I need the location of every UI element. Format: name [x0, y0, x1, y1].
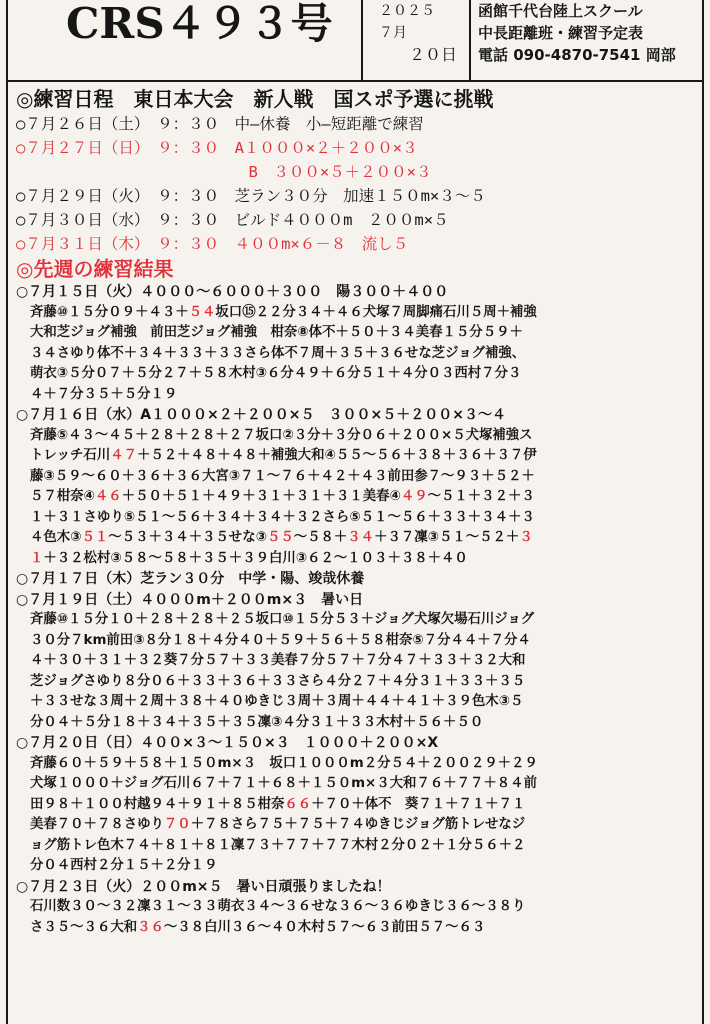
- result-text: ョグ筋トレ色木７４＋８１＋８１凜７３＋７７＋７７木村２分０２＋１分５６＋２: [30, 837, 526, 853]
- result-text: ＋３２松村③５８～５８＋３５＋３９白川③６２～１０３＋３８＋４０: [43, 550, 468, 566]
- organization-info: [478, 0, 706, 80]
- highlighted-time: ３: [519, 530, 533, 545]
- result-line: [16, 815, 694, 836]
- issue-title: CRS４９３号: [18, 0, 363, 80]
- result-text: 犬塚１０００＋ジョグ石川６７＋７１＋６８＋１５０m×３大和７６＋７７＋８４前: [30, 776, 537, 791]
- org-phone: 電話 090-4870-7541 岡部: [478, 46, 676, 64]
- result-text: さ３５～３６大和: [30, 919, 138, 935]
- result-line: [16, 918, 694, 939]
- header: [6, 0, 704, 82]
- org-line-1: 函館千代台陸上スクール: [478, 2, 643, 20]
- result-text: 田９８＋１００村越９４＋９１＋８５柑奈: [30, 796, 285, 812]
- highlighted-time: ５１: [81, 530, 109, 545]
- result-text: 斉藤⑩１５分０９＋４３＋: [30, 304, 189, 320]
- schedule-line: B ３００×５＋２００×３: [16, 163, 432, 181]
- result-text: ＋３３せな３周＋２周＋３８＋４０ゆきじ３周＋３周＋４４＋４１＋３９色木③５: [30, 694, 524, 709]
- result-line: [16, 774, 694, 795]
- content: [6, 82, 704, 1024]
- result-text: ＋５０＋５１＋４９＋３１＋３１＋３１美春④: [121, 489, 401, 504]
- result-line: [16, 303, 694, 324]
- result-text: 美春７０＋７８さゆり: [30, 817, 164, 832]
- result-line: [16, 528, 694, 549]
- result-date-heading: ○７月２０日（日）４００×３～１５０×３ １０００＋２００×X: [16, 735, 439, 751]
- result-line: [16, 856, 694, 877]
- result-date-heading: ○７月１５日（火）４０００～６０００＋３００ 陽３００＋４００: [16, 284, 449, 300]
- result-text: ３０分７km前田③８分１８＋４分４０＋５９＋５６＋５８柑奈⑤７分４４＋７分４: [30, 632, 531, 648]
- highlighted-time: ７０: [163, 817, 191, 832]
- result-text: ＋５２＋４８＋４８＋補強大和④５５～５６＋３８＋３６＋３７伊: [137, 448, 537, 463]
- results-list: [16, 282, 694, 938]
- highlighted-time: １: [30, 550, 44, 566]
- highlighted-time: ５４: [188, 304, 216, 320]
- result-line: [16, 364, 694, 385]
- highlighted-time: ４９: [400, 489, 428, 504]
- result-line: [16, 672, 694, 693]
- result-date-heading: ○７月２３日（火）２００m×５ 暑い日頑張りましたね！: [16, 878, 391, 895]
- results-heading: ◎先週の練習結果: [16, 257, 174, 281]
- result-line: [16, 323, 694, 344]
- result-text: ４＋７分３５＋５分１９: [30, 386, 178, 402]
- result-text: 坂口⑮２２分３４＋４６犬塚７周脚痛石川５周＋補強: [215, 304, 537, 320]
- result-text: 萌衣③５分０７＋５分２７＋５８木村③６分４９＋６分５１＋４分０３西村７分３: [30, 366, 522, 381]
- result-text: ４＋３０＋３１＋３２葵７分５７＋３３美春７分５７＋７分４７＋３３＋３２大和: [30, 653, 526, 668]
- result-text: ～５８＋: [293, 530, 348, 545]
- schedule-list: [16, 112, 694, 256]
- highlighted-time: ４６: [94, 489, 122, 504]
- highlighted-time: ５５: [266, 530, 294, 545]
- date-year: ２０２５: [379, 3, 435, 19]
- result-text: ４色木③: [30, 530, 82, 545]
- result-line: [16, 692, 694, 713]
- date-month: ７月: [379, 25, 407, 41]
- schedule-line: ○７月３０日（水） ９：３０ ビルド４０００m ２００m×５: [16, 211, 449, 229]
- org-line-2: 中長距離班・練習予定表: [478, 24, 644, 42]
- date-day: ２０日: [409, 45, 458, 64]
- result-text: 分０４＋５分１８＋３４＋３５＋３５凜③４分３１＋３３木村＋５６＋５０: [30, 714, 484, 730]
- result-line: [16, 713, 694, 734]
- result-text: 分０４西村２分１５＋２分１９: [30, 858, 218, 873]
- result-text: 藤③５９～６０＋３６＋３６大宮③７１～７６＋４２＋４３前田参７～９３＋５２＋: [30, 468, 535, 484]
- result-line: [16, 426, 694, 447]
- result-text: ～５１＋３２＋３: [427, 489, 535, 504]
- schedule-line: ○７月２７日（日） ９：３０ A１０００×２＋２００×３: [16, 139, 418, 157]
- result-text: 芝ジョグさゆり８分０６＋３３＋３６＋３３さら４分２７＋４分３１＋３３＋３５: [30, 673, 526, 689]
- result-text: 石川数３０～３２凜３１～３３萌衣３４～３６せな３６～３６ゆきじ３６～３８り: [30, 899, 526, 914]
- result-line: [16, 631, 694, 652]
- result-date-heading: ○７月１９日（土）４０００m＋２００m×３ 暑い日: [16, 591, 364, 608]
- result-line: [16, 508, 694, 529]
- result-date-heading: ○７月１６日（水）A１０００×２＋２００×５ ３００×５＋２００×３～４: [16, 407, 506, 423]
- result-line: [16, 651, 694, 672]
- result-line: [16, 344, 694, 365]
- issue-date: [363, 0, 471, 80]
- result-text: ＋７０＋体不 葵７１＋７１＋７１: [311, 796, 526, 812]
- result-line: [16, 836, 694, 857]
- result-text: ＋７８さら７５＋７５＋７４ゆきじジョグ筋トレせなジ: [190, 817, 526, 832]
- highlighted-time: ６６: [284, 796, 312, 812]
- result-text: ＋３７凜③５１～５２＋: [374, 530, 520, 545]
- highlighted-time: ３４: [347, 530, 375, 545]
- schedule-line: ○７月３１日（木） ９：３０ ４００m×６－８ 流し５: [16, 235, 409, 253]
- result-text: 斉藤⑤４３～４５＋２８＋２８＋２７坂口②３分＋３分０６＋２００×５犬塚補強ス: [30, 427, 533, 443]
- result-line: [16, 897, 694, 918]
- result-line: [16, 795, 694, 816]
- result-text: トレッチ石川: [30, 448, 111, 463]
- schedule-line: ○７月２６日（土） ９：３０ 中—休養 小—短距離で練習: [16, 115, 424, 133]
- highlighted-time: ４７: [110, 448, 137, 463]
- result-text: ３４さゆり体不＋３４＋３３＋３３さら体不７周＋３５＋３６せな芝ジョグ補強、: [30, 345, 526, 361]
- schedule-heading: ◎練習日程 東日本大会 新人戦 国スポ予選に挑戦: [16, 87, 494, 111]
- highlighted-time: ３６: [137, 919, 164, 935]
- result-line: [16, 385, 694, 406]
- result-line: [16, 446, 694, 467]
- result-text: ～５３＋３４＋３５せな③: [108, 530, 267, 545]
- result-line: [16, 610, 694, 631]
- result-text: 大和芝ジョグ補強 前田芝ジョグ補強 柑奈⑧体不＋５０＋３４美春１５分５９＋: [30, 325, 523, 340]
- result-line: [16, 487, 694, 508]
- result-text: ～３８白川３６～４０木村５７～６３前田５７～６３: [163, 919, 486, 935]
- result-date-heading: ○７月１７日（木）芝ラン３０分 中学・陽、竣哉休養: [16, 571, 365, 587]
- result-line: [16, 549, 694, 570]
- result-text: 斉藤⑩１５分１０＋２８＋２８＋２５坂口⑩１５分５３＋ジョグ犬塚欠場石川ジョグ: [30, 612, 535, 627]
- result-line: [16, 754, 694, 775]
- result-text: ５７柑奈④: [30, 489, 95, 504]
- schedule-line: ○７月２９日（火） ９：３０ 芝ラン３０分 加速１５０m×３～５: [16, 187, 486, 205]
- result-line: [16, 467, 694, 488]
- result-text: 斉藤６０＋５９＋５８＋１５０m×３ 坂口１０００m２分５４＋２００２９＋２９: [30, 755, 538, 771]
- result-text: １＋３１さゆり⑤５１～５６＋３４＋３４＋３２さら⑤５１～５６＋３３＋３４＋３: [30, 509, 535, 525]
